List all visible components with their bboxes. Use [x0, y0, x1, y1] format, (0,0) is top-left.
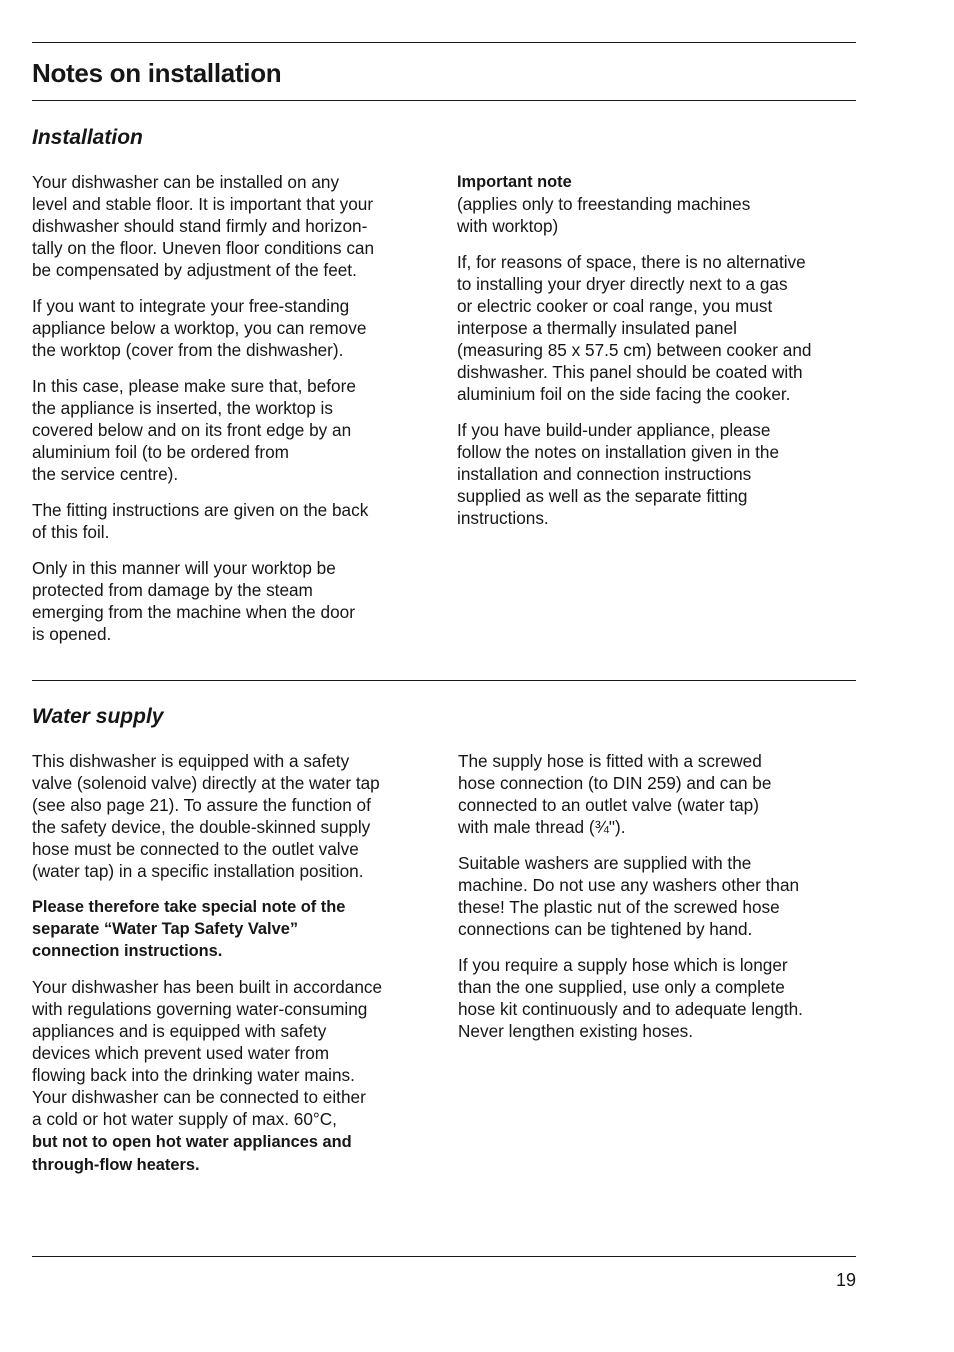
installation-paragraph: The fitting instructions are given on the back of this foil. — [32, 500, 369, 542]
water-supply-left-column — [32, 750, 442, 1190]
water-supply-right-column — [458, 750, 868, 1056]
water-supply-paragraph: This dishwasher is equipped with a safety valve (solenoid valve) directly at the water tap (see also page 21). To assure the function of the safety device, the double-skinned supply hose must be connected to the outlet valve (water tap) in a specific installation position. — [32, 751, 380, 881]
installation-paragraph: In this case, please make sure that, before the appliance is inserted, the worktop is covered below and on its front edge by an aluminium foil (to be ordered from the service centre). — [32, 376, 356, 484]
water-supply-paragraph: Suitable washers are supplied with the machine. Do not use any washers other than these! The plastic nut of the screwed hose connections can be tightened by hand. — [458, 853, 800, 939]
installation-section-title: Installation — [32, 126, 143, 149]
installation-right-column — [457, 171, 867, 543]
water-supply-section-title: Water supply — [32, 705, 164, 728]
installation-left-column — [32, 171, 442, 659]
water-supply-bold-note: Please therefore take special note of the separate “Water Tap Safety Valve” connection instructions. — [32, 898, 346, 960]
important-note-heading: Important note — [457, 173, 572, 191]
bottom-rule — [32, 1256, 856, 1257]
section-divider-rule — [32, 680, 856, 681]
water-supply-paragraph-text: Your dishwasher has been built in accordance with regulations governing water-consuming appliances and is equipped with safety devices which prevent used water from flowing back into the drinking water mains. Your dishwasher can be connected to either a cold or hot water supply of max. 60°C, — [32, 977, 383, 1129]
installation-paragraph: If, for reasons of space, there is no alternative to installing your dryer directly next to a gas or electric cooker or coal range, you must interpose a thermally insulated panel (measuring 85 x 57.5 cm) between cooker and dishwasher. This panel should be coated with aluminium foil on the side facing the cooker. — [457, 252, 812, 404]
top-rule — [32, 42, 856, 43]
installation-paragraph: If you have build-under appliance, please follow the notes on installation given in the installation and connection instructions supplied as well as the separate fitting instructions. — [457, 420, 779, 528]
page-number: 19 — [835, 1270, 856, 1290]
water-supply-paragraph-bold-text: but not to open hot water appliances and through-flow heaters. — [32, 1133, 352, 1174]
water-supply-paragraph: The supply hose is fitted with a screwed hose connection (to DIN 259) and can be connected to an outlet valve (water tap) with male thread (¾"). — [458, 751, 772, 837]
title-underline-rule — [32, 100, 856, 101]
installation-paragraph: Only in this manner will your worktop be protected from damage by the steam emerging from the machine when the door is opened. — [32, 558, 355, 644]
installation-paragraph: If you want to integrate your free-standing appliance below a worktop, you can remove the worktop (cover from the dishwasher). — [32, 296, 367, 360]
important-note-text: (applies only to freestanding machines with worktop) — [457, 194, 751, 236]
water-supply-paragraph — [32, 976, 442, 1176]
page-title: Notes on installation — [32, 58, 282, 88]
water-supply-paragraph: If you require a supply hose which is longer than the one supplied, use only a complete hose kit continuously and to adequate length. Never lengthen existing hoses. — [458, 955, 803, 1041]
installation-paragraph: Your dishwasher can be installed on any level and stable floor. It is important that your dishwasher should stand firmly and horizon- tally on the floor. Uneven floor conditions can be compensated by adjustment of the feet. — [32, 172, 375, 280]
